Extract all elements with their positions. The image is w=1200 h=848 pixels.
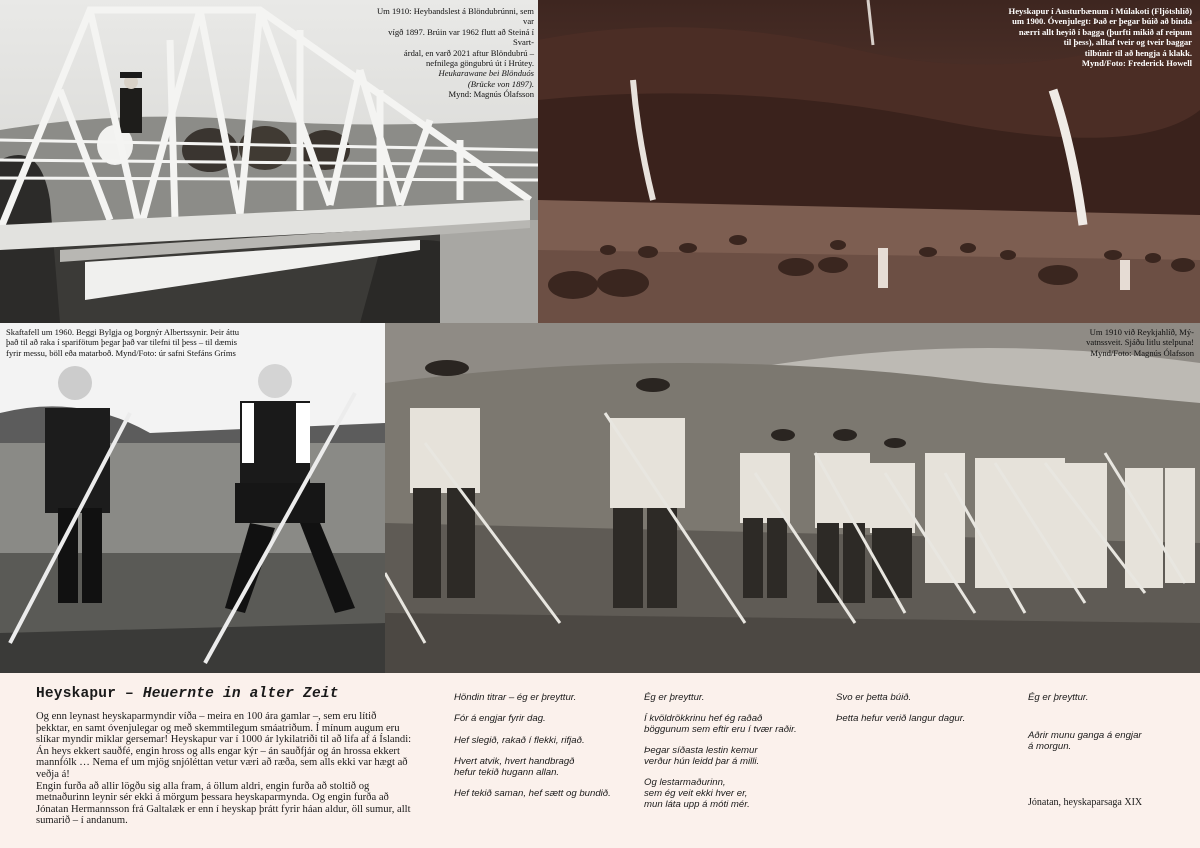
stanza	[644, 693, 824, 704]
stanza	[836, 693, 1016, 704]
stanza	[454, 714, 634, 725]
caption-line: Heyskapur í Austurbænum í Múlakoti (Fljótshlíð)	[1008, 6, 1192, 16]
poem-column-2	[644, 693, 824, 821]
caption-line: Um 1910: Heybandslest á Blöndubrúnni, sem var	[376, 6, 534, 27]
caption-line: nefnilega göngubrú út í Hrútey.	[425, 58, 534, 69]
caption-line: Mynd/Foto: Magnús Ólafsson	[1090, 347, 1194, 358]
poem-line: verður hún leidd þar á milli.	[644, 756, 760, 768]
stanza	[454, 789, 634, 800]
poem-line: Í kvöldrökkrinu hef ég raðað	[644, 713, 763, 725]
poem-line: Fór á engjar fyrir dag.	[454, 713, 546, 725]
poem-line: hefur tekið hugann allan.	[454, 766, 560, 778]
caption-mulakot	[990, 6, 1192, 68]
stanza	[1028, 693, 1188, 704]
caption-line: nærri allt heyið í bagga (þurfti mikið af reipum	[1018, 26, 1192, 37]
caption-line: tilbúnir til að hengja á klakk.	[1084, 47, 1192, 58]
poem-line: Ég er þreyttur.	[644, 692, 705, 703]
title-main: Heyskapur –	[36, 686, 134, 702]
photo-reykjahlid	[385, 323, 1200, 673]
caption-bridge	[368, 6, 534, 100]
poem-line: Hvert atvik, hvert handbragð	[454, 755, 575, 767]
poem-line: sem ég veit ekki hver er,	[644, 788, 748, 800]
poem-column-4	[1028, 693, 1188, 763]
caption-reykjahlid	[1060, 327, 1194, 358]
stanza	[1028, 714, 1188, 720]
caption-german: (Brücke von 1897).	[467, 78, 534, 89]
caption-german: Heukarawane bei Blönduós	[438, 68, 534, 79]
caption-line: Um 1910 við Reykjahlíð, Mý-	[1089, 327, 1194, 337]
caption-line: til þess), alltaf tveir og tveir baggar	[1063, 37, 1192, 48]
poem-signature: Jónatan, heyskaparsaga XIX	[1028, 797, 1143, 808]
caption-line: árdal, en varð 2021 aftur Blöndubrú –	[403, 47, 534, 58]
poem-line: mun láta upp á móti mér.	[644, 799, 750, 811]
poem-line: Svo er þetta búið.	[836, 692, 912, 703]
stanza	[644, 778, 824, 810]
poem-line: Aðrir munu ganga á engjar	[1028, 729, 1142, 741]
article-body	[36, 711, 412, 827]
title-sub: Heuernte in alter Zeit	[142, 686, 339, 702]
stanza	[454, 757, 634, 779]
caption-skaftafell	[6, 327, 386, 358]
caption-line: um 1900. Óvenjulegt: Það er þegar búið að binda	[1012, 16, 1192, 27]
caption-line: vatnssveit. Sjáðu litlu stelpuna!	[1086, 337, 1194, 348]
caption-line: vígð 1897. Brúin var 1962 flutt að Steiná í Svart-	[388, 26, 534, 48]
article-title	[36, 686, 339, 702]
stanza	[454, 736, 634, 747]
poem-line: Höndin titrar – ég er þreyttur.	[454, 692, 577, 703]
photo-credit: Mynd/Foto: Frederick Howell	[1081, 58, 1192, 69]
poem-line: Þetta hefur verið langur dagur.	[836, 713, 966, 725]
poem-column-3	[836, 693, 1016, 736]
stanza	[1028, 731, 1188, 753]
stanza	[644, 746, 824, 768]
poem-line: Hef tekið saman, hef sætt og bundið.	[454, 787, 611, 799]
paragraph: Og enn leynast heyskaparmyndir víða – meira en 100 ára gamlar –, sem eru lítið þekktar, en samt óvenjulegar og með skemmtilegum smáatriðum. Í mínum augum eru slíkar myndir miklar gersemar! Heyskapur var í 1000 ár lykilatriði til að lifa af á Íslandi: Án heys ekkert sauðfé, engin hross og alls engar kýr – án sauðfjár og án hrossa ekkert mannfólk … Nema ef um mjög snjóléttan vetur væri að ræða, sem alls ekki var hægt að veðja á!	[36, 711, 412, 780]
caption-line: Skaftafell um 1960. Beggi Bylgja og Þorgnýr Albertssynir. Þeir áttu	[6, 327, 240, 337]
poem-line: á morgun.	[1028, 740, 1072, 752]
photo-credit: Mynd: Magnús Ólafsson	[448, 89, 534, 100]
stanza	[644, 714, 824, 736]
caption-line: fyrir messu, böll eða matarboð. Mynd/Foto: úr safni Stefáns Gríms	[6, 347, 236, 358]
poem-line: Þegar síðasta lestin kemur	[644, 745, 758, 757]
stanza	[836, 714, 1016, 725]
photo-skaftafell	[0, 323, 385, 673]
poem-column-1	[454, 693, 634, 810]
poem-line: Ég er þreyttur.	[1028, 692, 1089, 703]
poem-line: Hef slegið, rakað í flekki, rifjað.	[454, 734, 585, 746]
poem-line: Og lestarmaðurinn,	[644, 777, 726, 789]
caption-line: það til að raka í sparifötum þegar það var tilefni til þess – til dæmis	[6, 337, 238, 348]
stanza	[454, 693, 634, 704]
paragraph: Engin furða að allir lögðu sig alla fram, á öllum aldri, engin furða að stoltið og metnaðurinn leynir sér ekki á mörgum þessara heyskaparmynda. Og engin furða að Jónatan Hermannsson frá Galtalæk er enn í heyskap þrátt fyrir háan aldur, öll sumur, allt sumarið – í andanum.	[36, 780, 411, 827]
poem-line: böggunum sem eftir eru í tvær raðir.	[644, 724, 797, 736]
